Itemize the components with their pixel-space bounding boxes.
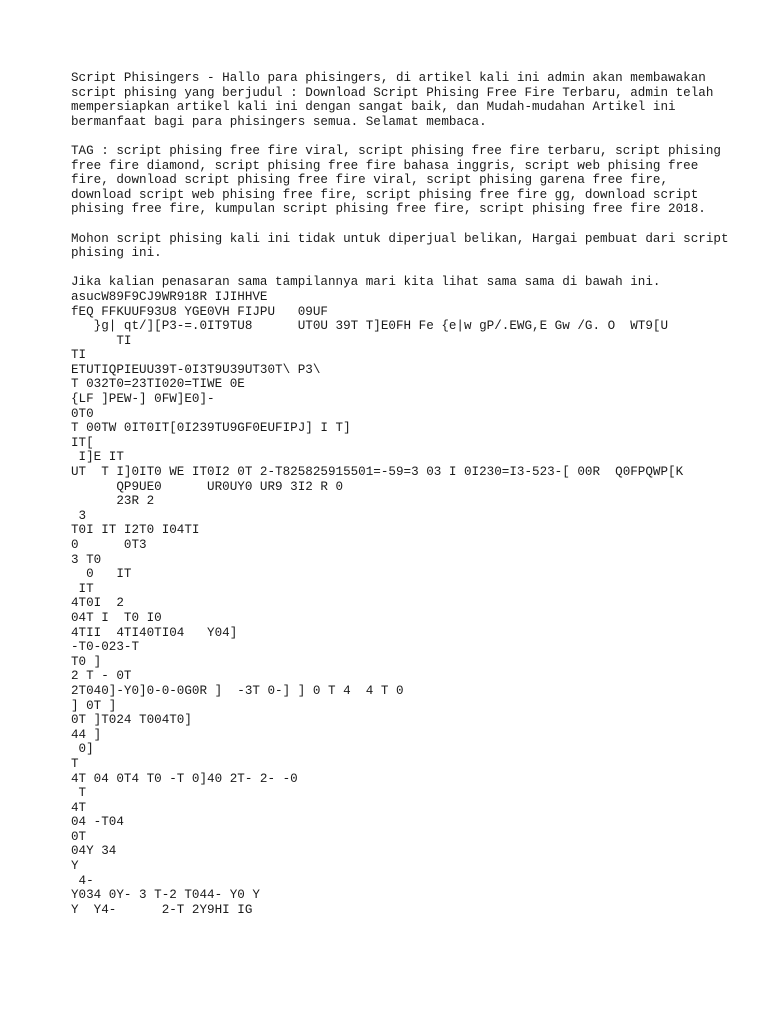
- paragraph-spacer: [71, 129, 731, 144]
- code-line: T0 ]: [71, 654, 102, 669]
- code-line: Y Y4- 2-T 2Y9HI IG: [71, 902, 253, 917]
- paragraph-spacer: [71, 217, 731, 232]
- code-line: QP9UE0 UR0UY0 UR9 3I2 R 0: [71, 479, 344, 494]
- code-line: T0I IT I2T0 I04TI: [71, 523, 200, 538]
- code-line: T 00TW 0IT0IT[0I239TU9GF0EUFIPJ] I T]: [71, 421, 351, 436]
- code-line: 4T0I 2: [71, 596, 124, 611]
- code-line: asucW89F9CJ9WR918R IJIHHVE: [71, 289, 268, 304]
- code-line: ETUTIQPIEUU39T-0I3T9U39UT30T\ P3\: [71, 362, 321, 377]
- code-line: TI: [71, 333, 132, 348]
- code-line: ] 0T ]: [71, 698, 117, 713]
- code-line: 04T I T0 I0: [71, 610, 162, 625]
- code-line: IT[: [71, 435, 94, 450]
- code-line: I]E IT: [71, 450, 124, 465]
- code-block: [71, 290, 731, 918]
- code-line: 4-: [71, 873, 94, 888]
- code-line: 4TII 4TI40TI04 Y04]: [71, 625, 238, 640]
- code-line: }g| qt/][P3-=.0IT9TU8 UT0U 39T T]E0FH Fe {e|w gP/.EWG,E Gw /G. O WT9[U: [71, 319, 669, 334]
- code-line: TI: [71, 348, 87, 363]
- paragraph-spacer: [71, 261, 731, 276]
- document-body: [71, 71, 731, 917]
- code-line: 04Y 34: [71, 844, 117, 859]
- lead-paragraph: Jika kalian penasaran sama tampilannya mari kita lihat sama sama di bawah ini.: [71, 275, 661, 290]
- code-line: 3: [71, 508, 87, 523]
- code-line: 2 T - 0T: [71, 669, 132, 684]
- code-line: 4T 04 0T4 T0 -T 0]40 2T- 2- -0: [71, 771, 298, 786]
- code-line: 0 IT: [71, 567, 132, 582]
- notice-paragraph: Mohon script phising kali ini tidak untuk diperjual belikan, Hargai pembuat dari script phising ini.: [71, 231, 729, 261]
- code-line: -T0-023-T: [71, 640, 140, 655]
- code-line: Y: [71, 859, 79, 874]
- code-line: 0 0T3: [71, 538, 147, 552]
- code-line: Y034 0Y- 3 T-2 T044- Y0 Y: [71, 888, 260, 903]
- tags-paragraph: TAG : script phising free fire viral, script phising free fire terbaru, script phising free fire diamond, script phising free fire bahasa inggris, script web phising free fire, download script phising free fire viral, script phising garena free fire, download script web phising free fire, script phising free fire gg, download script phising free fire, kumpulan script phising free fire, script phising free fire 2018.: [71, 143, 721, 217]
- code-line: T 032T0=23TI020=TIWE 0E: [71, 377, 245, 392]
- code-line: 44 ]: [71, 727, 102, 742]
- code-line: 0T ]T024 T004T0]: [71, 713, 192, 728]
- code-line: IT: [71, 581, 94, 596]
- code-line: 0]: [71, 742, 94, 757]
- code-line: T: [71, 756, 79, 771]
- code-line: 2T040]-Y0]0-0-0G0R ] -3T 0-] ] 0 T 4 4 T 0: [71, 683, 404, 698]
- intro-paragraph: Script Phisingers - Hallo para phisingers, di artikel kali ini admin akan membawakan script phising yang berjudul : Download Script Phising Free Fire Terbaru, admin telah mempersiapkan artikel kali ini dengan sangat baik, dan Mudah-mudahan Artikel ini bermanfaat bagi para phisingers semua. Selamat membaca.: [71, 71, 714, 129]
- code-line: fEQ FFKUUF93U8 YGE0VH FIJPU 09UF: [71, 304, 328, 319]
- code-line: 4T: [71, 800, 87, 815]
- code-line: 0T: [71, 829, 87, 844]
- code-line: 0T0: [71, 406, 94, 421]
- code-line: {LF ]PEW-] 0FW]E0]-: [71, 392, 215, 407]
- code-line: T: [71, 786, 87, 801]
- code-line: UT T I]0IT0 WE IT0I2 0T 2-T825825915501=-59=3 03 I 0I230=I3-523-[ 00R Q0FPQWP[K: [71, 465, 684, 480]
- code-line: 3 T0: [71, 552, 102, 567]
- code-line: 23R 2: [71, 494, 155, 509]
- code-line: 04 -T04: [71, 815, 124, 830]
